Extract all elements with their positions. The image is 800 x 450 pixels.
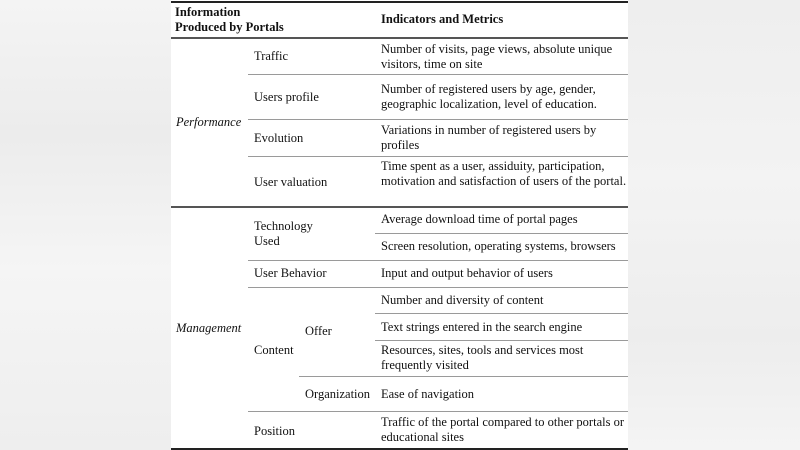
metric-technology-2: Screen resolution, operating systems, browsers — [381, 239, 616, 253]
item-user-valuation: User valuation — [254, 175, 328, 189]
metric-offer-1: Number and diversity of content — [381, 293, 544, 307]
metric-user-valuation: Time spent as a user, assiduity, participation, motivation and satisfaction of users of the portal. — [381, 159, 627, 188]
item-technology-used: Technology Used — [254, 219, 313, 248]
row-divider — [375, 313, 628, 314]
item-position: Position — [254, 424, 295, 438]
metric-position: Traffic of the portal compared to other portals or educational sites — [381, 415, 624, 444]
metrics-table — [171, 0, 628, 450]
metric-organization: Ease of navigation — [381, 387, 475, 401]
row-divider — [248, 156, 628, 157]
row-divider — [299, 376, 628, 377]
background-left — [0, 0, 171, 450]
group-divider — [171, 206, 628, 208]
row-divider — [248, 411, 628, 412]
row-divider — [248, 119, 628, 120]
category-management: Management — [176, 321, 242, 335]
row-divider — [375, 340, 628, 341]
header-line-2: Produced by Portals — [175, 20, 284, 34]
header-col-indicators: Indicators and Metrics — [381, 12, 504, 26]
row-divider — [248, 74, 628, 75]
subitem-offer: Offer — [305, 324, 332, 338]
header-bottom-rule — [171, 37, 628, 39]
item-evolution: Evolution — [254, 131, 304, 145]
metric-technology-1: Average download time of portal pages — [381, 212, 578, 226]
subitem-organization: Organization — [305, 387, 371, 401]
metric-offer-3: Resources, sites, tools and services most frequently visited — [381, 343, 584, 372]
metric-offer-2: Text strings entered in the search engine — [381, 320, 583, 334]
header-col-information — [175, 5, 284, 35]
item-user-behavior: User Behavior — [254, 266, 327, 280]
metric-user-behavior: Input and output behavior of users — [381, 266, 553, 280]
table-top-rule — [171, 1, 628, 3]
header-line-1: Information — [175, 5, 241, 19]
metric-evolution: Variations in number of registered users by profiles — [381, 123, 597, 152]
item-users-profile: Users profile — [254, 90, 319, 104]
row-divider — [248, 287, 628, 288]
metric-traffic: Number of visits, page views, absolute unique visitors, time on site — [381, 42, 613, 71]
row-divider — [375, 233, 628, 234]
category-performance: Performance — [176, 115, 242, 129]
metric-users-profile: Number of registered users by age, gender, geographic localization, level of education. — [381, 82, 597, 111]
row-divider — [248, 260, 628, 261]
background-right — [628, 0, 800, 450]
item-content: Content — [254, 343, 294, 357]
item-traffic: Traffic — [254, 49, 289, 63]
